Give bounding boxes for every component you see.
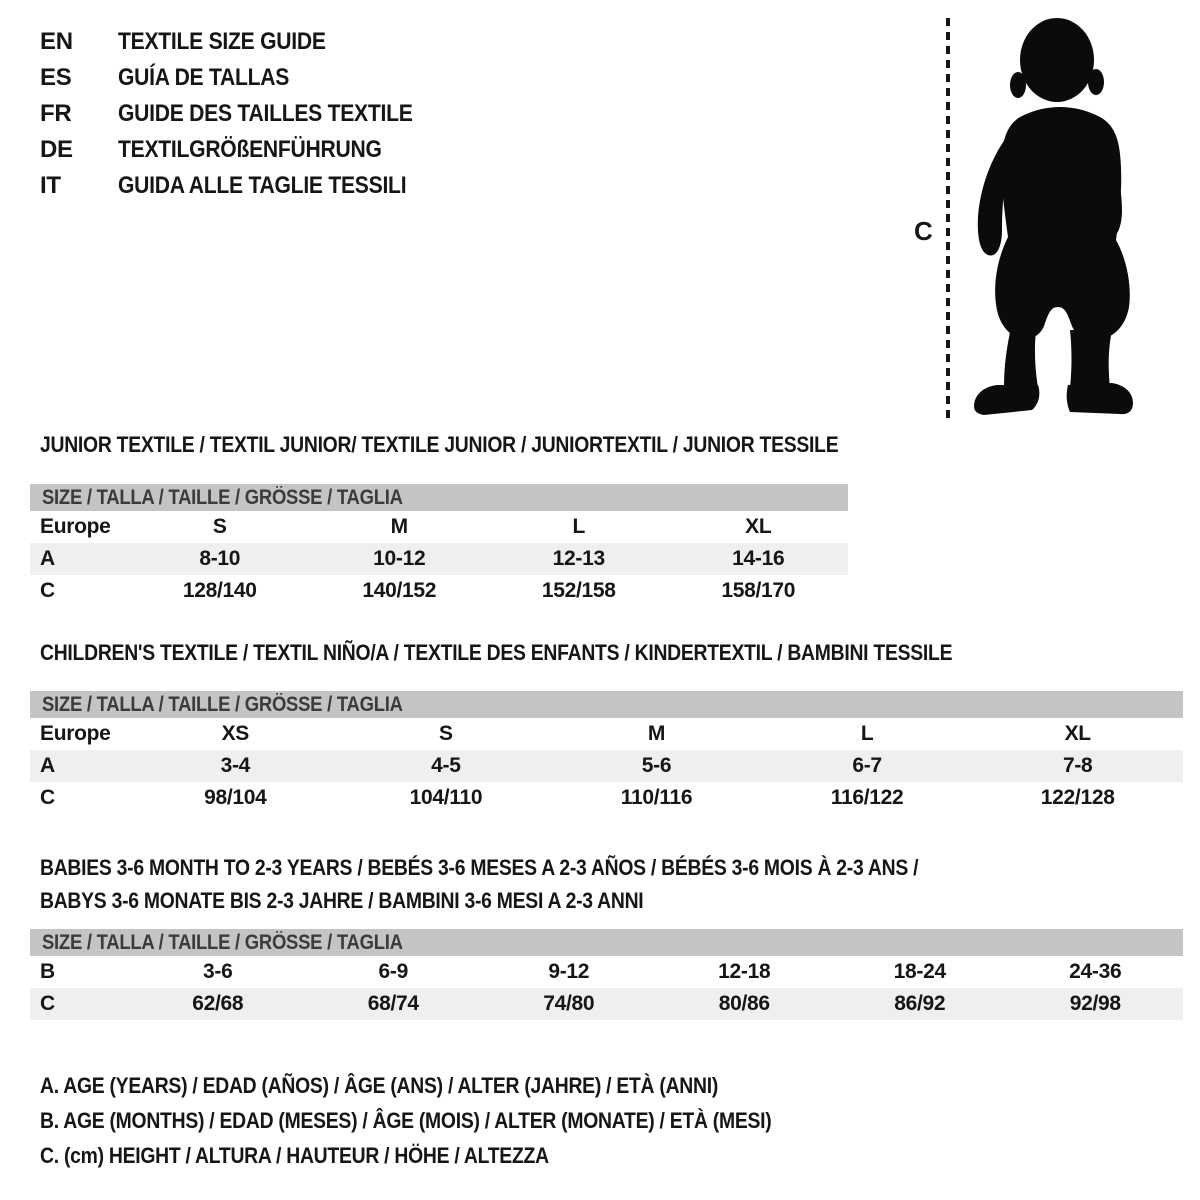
children-heading-text: CHILDREN'S TEXTILE / TEXTIL NIÑO/A / TEXTILE DES ENFANTS / KINDERTEXTIL / BAMBINI TESSILE [40, 640, 953, 665]
value-cell: 62/68 [192, 992, 244, 1015]
value-cell: 158/170 [721, 579, 796, 602]
value-cell: 6-9 [378, 960, 408, 983]
junior-size-bar [30, 484, 848, 511]
table-header-row [30, 718, 1183, 750]
language-code: ES [40, 64, 72, 91]
language-title-block [40, 24, 453, 204]
value-cell: 80/86 [718, 992, 770, 1015]
babies-heading-line2 [30, 884, 1183, 917]
row-label-cell: A [40, 754, 55, 777]
size-header-cell: XL [1064, 722, 1091, 745]
value-cell: 152/158 [541, 579, 616, 602]
legend [40, 1068, 871, 1173]
babies-size-bar [30, 929, 1183, 956]
height-measure-label: C [914, 216, 933, 246]
value-cell: 110/116 [620, 786, 693, 809]
size-header-cell: XL [745, 515, 772, 538]
legend-line-c [40, 1138, 871, 1173]
region-header-cell: Europe [40, 722, 111, 745]
children-size-bar-text: SIZE / TALLA / TAILLE / GRÖSSE / TAGLIA [42, 692, 403, 716]
height-measure-dashed-line [946, 18, 950, 418]
babies-heading-line1 [30, 851, 1183, 884]
value-cell: 122/128 [1040, 786, 1115, 809]
row-label-cell: A [40, 547, 55, 570]
value-cell: 68/74 [367, 992, 419, 1015]
children-size-bar [30, 691, 1183, 718]
legend-line-c-text: C. (cm) HEIGHT / ALTURA / HAUTEUR / HÖHE / ALTEZZA [40, 1143, 549, 1168]
table-row-height [30, 782, 1183, 814]
value-cell: 18-24 [893, 960, 946, 983]
table-header-row [30, 511, 848, 543]
value-cell: 3-6 [203, 960, 233, 983]
value-cell: 8-10 [199, 547, 241, 570]
size-header-cell: M [647, 722, 666, 745]
children-table [30, 718, 1183, 814]
language-title: GUIDA ALLE TAGLIE TESSILI [118, 172, 407, 199]
size-header-cell: S [439, 722, 453, 745]
value-cell: 74/80 [543, 992, 595, 1015]
legend-line-b [40, 1103, 871, 1138]
junior-size-bar-text: SIZE / TALLA / TAILLE / GRÖSSE / TAGLIA [42, 485, 403, 509]
children-section [30, 641, 1183, 814]
language-row [40, 132, 453, 168]
language-code: FR [40, 100, 72, 127]
children-heading [30, 641, 1183, 665]
table-row-age [30, 750, 1183, 782]
babies-size-bar-text: SIZE / TALLA / TAILLE / GRÖSSE / TAGLIA [42, 930, 403, 954]
babies-heading-line1-text: BABIES 3-6 MONTH TO 2-3 YEARS / BEBÉS 3-6 MESES A 2-3 AÑOS / BÉBÉS 3-6 MOIS À 2-3 ANS / [40, 855, 919, 880]
value-cell: 5-6 [641, 754, 672, 777]
junior-heading-text: JUNIOR TEXTILE / TEXTIL JUNIOR/ TEXTILE JUNIOR / JUNIORTEXTIL / JUNIOR TESSILE [40, 432, 839, 457]
language-title: GUÍA DE TALLAS [118, 64, 290, 91]
legend-line-a-text: A. AGE (YEARS) / EDAD (AÑOS) / ÂGE (ANS) / ALTER (JAHRE) / ETÀ (ANNI) [40, 1073, 719, 1098]
row-label-cell: B [40, 960, 55, 983]
table-row-age [30, 543, 848, 575]
size-header-cell: M [390, 515, 408, 538]
row-label-cell: C [40, 786, 55, 809]
value-cell: 14-16 [732, 547, 785, 570]
table-row-age-months [30, 956, 1183, 988]
babies-section [30, 851, 1183, 1020]
row-label-cell: C [40, 992, 55, 1015]
value-cell: 116/122 [830, 786, 904, 809]
value-cell: 128/140 [182, 579, 257, 602]
language-row [40, 24, 453, 60]
language-code: DE [40, 136, 73, 163]
language-row [40, 96, 453, 132]
row-label-cell: C [40, 579, 55, 602]
table-row-height [30, 575, 848, 607]
value-cell: 6-7 [852, 754, 882, 777]
table-row-height [30, 988, 1183, 1020]
value-cell: 12-13 [552, 547, 605, 570]
value-cell: 7-8 [1062, 754, 1093, 777]
language-title: GUIDE DES TAILLES TEXTILE [118, 100, 413, 127]
value-cell: 98/104 [204, 786, 267, 809]
junior-section [30, 433, 848, 607]
value-cell: 104/110 [409, 786, 483, 809]
language-title: TEXTILE SIZE GUIDE [118, 28, 326, 55]
size-header-cell: XS [221, 722, 249, 745]
value-cell: 4-5 [431, 754, 461, 777]
value-cell: 92/98 [1069, 992, 1121, 1015]
value-cell: 9-12 [548, 960, 590, 983]
value-cell: 10-12 [373, 547, 426, 570]
region-header-cell: Europe [40, 515, 111, 538]
legend-line-b-text: B. AGE (MONTHS) / EDAD (MESES) / ÂGE (MOIS) / ALTER (MONATE) / ETÀ (MESI) [40, 1108, 772, 1133]
junior-heading [30, 433, 848, 457]
value-cell: 140/152 [362, 579, 437, 602]
language-code: EN [40, 28, 73, 55]
size-header-cell: L [860, 722, 874, 745]
value-cell: 12-18 [718, 960, 771, 983]
language-code: IT [40, 172, 61, 199]
value-cell: 24-36 [1069, 960, 1122, 983]
language-title: TEXTILGRÖßENFÜHRUNG [118, 136, 382, 163]
toddler-silhouette-icon [962, 12, 1144, 424]
language-row [40, 60, 453, 96]
language-row [40, 168, 453, 204]
size-header-cell: S [212, 515, 227, 538]
size-header-cell: L [572, 515, 586, 538]
value-cell: 3-4 [220, 754, 251, 777]
babies-heading-line2-text: BABYS 3-6 MONATE BIS 2-3 JAHRE / BAMBINI 3-6 MESI A 2-3 ANNI [40, 888, 644, 913]
junior-table [30, 511, 848, 607]
value-cell: 86/92 [894, 992, 946, 1015]
babies-table [30, 956, 1183, 1020]
legend-line-a [40, 1068, 871, 1103]
